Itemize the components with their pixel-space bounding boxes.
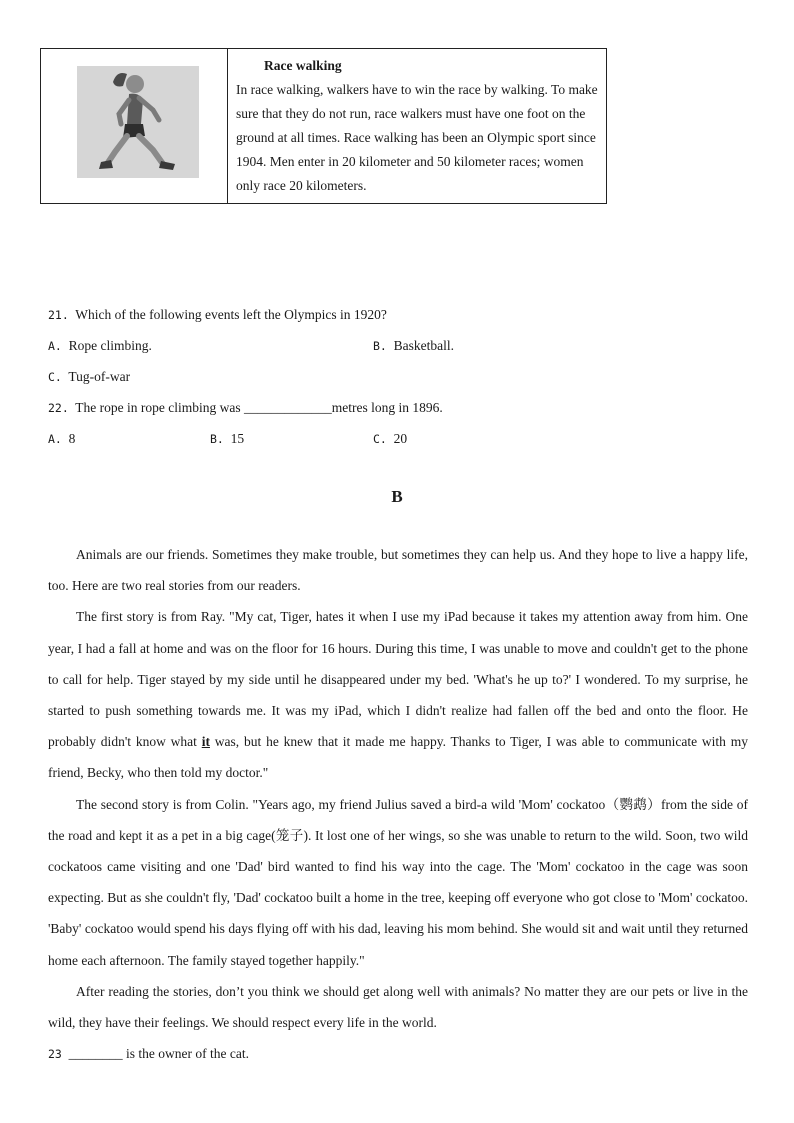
passage-paragraph-3: The second story is from Colin. "Years ago, my friend Julius saved a bird-a wild 'Mom' cockatoo（鹦鹉）from the side of the road and kept it as a pet in a big cage(笼子). It lost one of her wings, so she was unable to return to the wild. Soon, two wild cockatoos came visiting and one 'Dad' bird wanted to find his way into the cage. The 'Mom' cockatoo in the cage was soon expecting. But as she couldn't fly, 'Dad' cockatoo built a home in the tree, keeping off everyone who got close to 'Mom' cockatoo. 'Baby' cockatoo would spend his days flying off with his dad, leaving his mom behind. She would sit and wait until they returned home each afternoon. The family stayed together happily.": [48, 796, 748, 968]
question-23-number: 23: [48, 1047, 62, 1061]
question-22-number: 22.: [48, 401, 69, 415]
race-walking-description: In race walking, walkers have to win the race by walking. To make sure that they do not run, race walkers must have one foot on the ground at all times. Race walking has been an Olympic sport since 1904. Men enter in 20 kilometer and 50 kilometer races; women only race 20 kilometers.: [236, 82, 598, 193]
q22-option-a[interactable]: A. 8: [48, 431, 76, 446]
q22-option-b[interactable]: B. 15: [210, 431, 245, 446]
section-b-passage: [48, 539, 748, 1038]
race-walking-text-cell: [228, 49, 606, 203]
question-21-text: Which of the following events left the Olympics in 1920?: [75, 307, 387, 322]
question-23: [48, 1044, 249, 1064]
race-walking-table: [40, 48, 607, 204]
race-walking-heading: Race walking: [264, 58, 342, 73]
question-22: [48, 398, 443, 418]
race-walker-figure: [77, 66, 199, 178]
q21-option-a[interactable]: A. Rope climbing.: [48, 338, 152, 353]
question-22-text: The rope in rope climbing was _____________metres long in 1896.: [75, 400, 443, 415]
q21-option-b[interactable]: B. Basketball.: [373, 338, 454, 353]
race-walker-image: [77, 66, 199, 178]
question-21-number: 21.: [48, 308, 69, 322]
passage-paragraph-1: Animals are our friends. Sometimes they make trouble, but sometimes they can help us. And they hope to live a happy life, too. Here are two real stories from our readers.: [48, 547, 748, 594]
passage-paragraph-2: The first story is from Ray. "My cat, Tiger, hates it when I use my iPad because it takes my attention away from him. One year, I had a fall at home and was on the floor for 16 hours. During this time, I was unable to move and couldn't get to the phone to call for help. Tiger stayed by my side until he disappeared under my bed. 'What's he up to?' I wondered. To my surprise, he started to push something towards me. It was my iPad, which I didn't realize had fallen off the bed and onto the floor. He probably didn't know what it was, but he knew that it made me happy. Thanks to Tiger, I was able to communicate with my friend, Becky, who then told my doctor.": [48, 609, 748, 781]
image-cell: [41, 49, 228, 203]
underlined-word-it: it: [201, 734, 210, 750]
passage-paragraph-4: After reading the stories, don’t you think we should get along well with animals? No matter they are our pets or live in the wild, they have their feelings. We should respect every life in the world.: [48, 983, 748, 1031]
question-21: [48, 305, 387, 325]
q21-option-c[interactable]: C. Tug-of-war: [48, 369, 131, 384]
section-b-title: B: [391, 487, 403, 506]
question-23-text: ________ is the owner of the cat.: [68, 1046, 249, 1061]
q22-option-c[interactable]: C. 20: [373, 431, 408, 446]
